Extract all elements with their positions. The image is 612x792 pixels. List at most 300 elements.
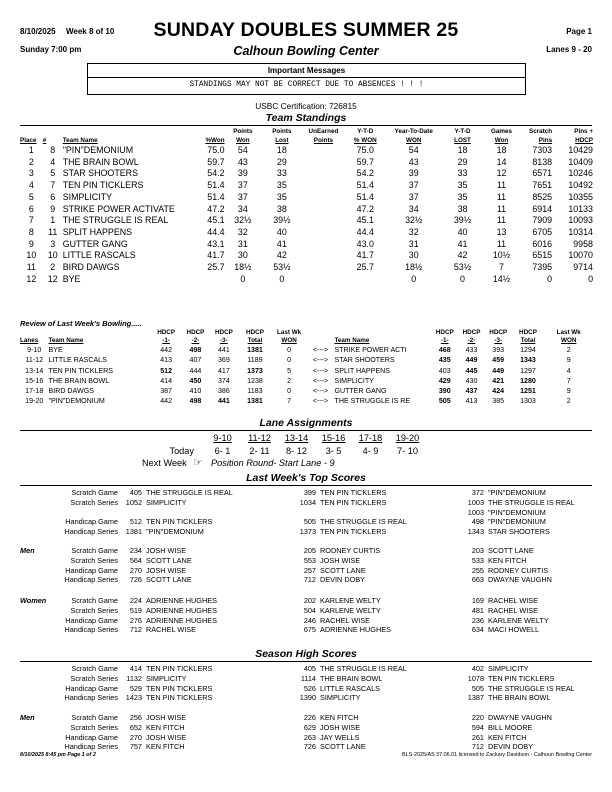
score-category: Scratch Game [71, 596, 118, 605]
standings-cell: 0 [240, 273, 246, 284]
review-cell: 441 [217, 346, 230, 354]
standings-cell: 33 [276, 168, 287, 179]
score-name: KEN FITCH [488, 732, 527, 742]
review-cell: 441 [217, 397, 230, 406]
score-name: ADRIENNE HUGHES [146, 615, 217, 625]
score-name: "PIN"DEMONIUM [488, 507, 546, 517]
standings-cell: 1 [28, 145, 34, 155]
today-matchup: 7- 10 [397, 445, 418, 456]
standings-cell: 41.7 [207, 250, 225, 261]
score-name: THE STRUGGLE IS REAL [320, 664, 407, 673]
score-category: Scratch Series [70, 673, 118, 683]
review-cell: LITTLE RASCALS [48, 356, 107, 365]
score-value: 234 [129, 546, 142, 555]
last-week-women-label: Women [20, 596, 47, 605]
standings-header-cell: %Won [205, 136, 225, 144]
review-cell: 468 [438, 346, 451, 354]
score-value: 246 [303, 615, 316, 625]
review-cell: 498 [189, 397, 202, 406]
review-cell: 459 [492, 356, 505, 365]
score-name: THE STRUGGLE IS REAL [146, 488, 233, 497]
standings-cell: 6705 [532, 226, 553, 237]
score-value [118, 508, 142, 518]
standings-cell: 45.1 [356, 215, 374, 226]
score-value: 1390 [299, 693, 316, 703]
score-value: 257 [303, 565, 316, 575]
standings-cell: 53½ [273, 262, 291, 273]
review-cell: 410 [189, 387, 202, 396]
standings-cell [303, 168, 345, 180]
standings-cell: 5 [50, 168, 56, 179]
standings-cell: 6571 [532, 168, 553, 179]
score-name: JOSH WISE [146, 546, 187, 555]
standings-cell: 33 [457, 168, 468, 179]
standings-cell: 30 [408, 250, 419, 261]
review-cell: BIRD DAWGS [48, 387, 94, 396]
score-value: 1114 [300, 673, 316, 683]
score-value: 169 [471, 596, 484, 605]
standings-cell: 9 [50, 203, 56, 214]
standings-cell: 12 [26, 273, 37, 284]
standings-cell: STAR SHOOTERS [62, 168, 138, 179]
review-cell: 1343 [520, 356, 536, 365]
standings-cell: 9 [28, 238, 34, 249]
standings-cell: 54.2 [356, 168, 374, 179]
score-category: Handicap Game [65, 517, 118, 527]
score-value: 512 [129, 517, 142, 527]
standings-cell: 7651 [532, 180, 553, 191]
week-label: Week 8 of 10 [66, 27, 115, 36]
standings-cell: 41.7 [356, 250, 374, 261]
review-row [20, 376, 593, 386]
season-high-rule [20, 661, 592, 662]
review-cell: TEN PIN TICKLERS [48, 366, 114, 375]
score-row [20, 575, 588, 585]
review-header-top [20, 329, 593, 337]
score-value: 399 [303, 488, 316, 497]
standings-cell: 32 [237, 226, 248, 237]
score-row [20, 596, 588, 606]
score-category: Handicap Series [64, 693, 118, 703]
standings-cell: 5 [28, 191, 34, 202]
review-cell: 1294 [520, 346, 536, 354]
score-category: Handicap Series [64, 742, 118, 752]
standings-cell: TEN PIN TICKLERS [62, 180, 144, 191]
score-name: RODNEY CURTIS [488, 565, 549, 575]
standings-header-cell: Lost [275, 136, 289, 144]
review-cell: 413 [160, 356, 173, 365]
standings-cell: 11 [496, 191, 507, 202]
standings-row [20, 145, 593, 157]
review-cell: 1373 [247, 366, 263, 375]
review-cell: STAR SHOOTERS [334, 356, 395, 365]
standings-cell: 29 [457, 156, 468, 167]
lane-pair: 15-16 [321, 433, 346, 443]
standings-cell: 0 [279, 273, 285, 284]
standings-header-top-cell [63, 128, 198, 137]
standings-cell: 3 [50, 238, 56, 249]
score-row [20, 498, 588, 508]
review-cell: 1251 [520, 387, 536, 396]
score-value: 405 [129, 488, 142, 497]
score-name: SCOTT LANE [488, 546, 534, 555]
score-name: ADRIENNE HUGHES [320, 625, 391, 635]
footer-license: BLS-2025/AS 37.06.01 licensed to Zackary Davidson - Calhoun Bowling Center [402, 752, 592, 758]
standings-cell: 37 [237, 191, 248, 202]
score-value: 270 [129, 565, 142, 575]
score-name: SIMPLICITY [488, 664, 529, 673]
standings-cell: 51.4 [207, 180, 225, 191]
score-name: KARLENE WELTY [320, 596, 381, 605]
standings-cell: 31 [237, 238, 248, 249]
score-value: 220 [471, 713, 484, 722]
review-header-top-cell: HDCP [246, 329, 264, 336]
review-cell: 5 [287, 366, 292, 375]
score-value: 1423 [125, 693, 142, 703]
review-cell: BYE [48, 346, 63, 354]
score-value: 1034 [299, 497, 316, 507]
standings-cell: 39 [408, 168, 419, 179]
pointing-hand-icon: ☞ [193, 457, 203, 469]
standings-cell [303, 250, 345, 262]
standings-cell: 0 [547, 273, 553, 284]
score-category: Scratch Game [71, 488, 118, 497]
score-name: TEN PIN TICKLERS [146, 683, 213, 693]
standings-cell: 40 [276, 226, 287, 237]
score-name: RACHEL WISE [146, 625, 197, 635]
review-cell: 417 [217, 366, 230, 375]
footer-timestamp: 8/10/2025 8:45 pm Page 1 of 2 [20, 752, 96, 758]
score-name: DWAYNE VAUGHN [488, 713, 552, 722]
score-name: SCOTT LANE [146, 555, 192, 565]
score-value: 529 [129, 683, 142, 693]
standings-cell: BYE [62, 273, 81, 284]
standings-cell: 6 [28, 203, 34, 214]
standings-cell: 43 [237, 156, 248, 167]
standings-cell: 11 [496, 203, 507, 214]
review-cell: 393 [492, 346, 505, 354]
review-cell: 9 [566, 387, 571, 396]
lanes-range: Lanes 9 - 20 [546, 45, 592, 54]
review-cell: <---> [312, 387, 329, 396]
review-cell: <---> [312, 366, 329, 375]
score-name: RACHEL WISE [488, 605, 539, 615]
review-cell: 1183 [247, 387, 263, 396]
score-value [288, 508, 316, 518]
score-name: SCOTT LANE [320, 565, 366, 575]
score-name [320, 508, 454, 518]
standings-row [20, 215, 593, 227]
standings-cell: SIMPLICITY [62, 191, 113, 202]
score-value: 224 [129, 596, 142, 605]
review-cell: 19-20 [25, 397, 44, 406]
standings-cell: 18 [457, 145, 468, 155]
score-value: 263 [303, 732, 316, 742]
standings-cell: 39 [237, 168, 248, 179]
last-week-men-label: Men [20, 546, 35, 555]
review-cell: STRIKE POWER ACTI [334, 346, 407, 354]
review-cell: 449 [465, 356, 478, 365]
review-header-top-cell: HDCP [519, 329, 537, 336]
review-cell: THE STRUGGLE IS RE [334, 397, 411, 406]
standings-cell: 10409 [568, 156, 593, 167]
score-row [20, 517, 588, 527]
review-cell: 0 [287, 387, 292, 396]
lane-pair: 19-20 [395, 433, 420, 443]
lane-numbers-row [140, 432, 426, 445]
standings-cell: 18 [496, 145, 507, 155]
score-name: KARLENE WELTY [320, 605, 381, 615]
score-value: 634 [471, 625, 484, 635]
review-header-top-cell [334, 329, 431, 337]
score-name: LITTLE RASCALS [320, 683, 381, 693]
last-week-men-scores [20, 546, 588, 585]
bowling-center-name: Calhoun Bowling Center [233, 44, 379, 58]
standings-cell: 10½ [492, 250, 511, 261]
score-value: 504 [303, 605, 316, 615]
standings-cell: 6 [50, 191, 56, 202]
standings-cell [303, 145, 345, 157]
standings-cell: 54 [237, 145, 248, 155]
standings-cell: 45.1 [207, 215, 225, 226]
standings-header-top-cell: Y-T-D [454, 128, 471, 135]
standings-cell [303, 274, 345, 286]
score-value: 1003 [467, 507, 484, 517]
review-cell: 424 [492, 387, 505, 396]
review-cell: 437 [465, 387, 478, 396]
standings-row [20, 204, 593, 216]
score-value: 712 [129, 625, 142, 635]
standings-table [20, 128, 593, 285]
standings-cell: LITTLE RASCALS [62, 250, 136, 261]
standings-cell: 35 [276, 180, 287, 191]
score-value: 652 [129, 722, 142, 732]
standings-cell: 11 [48, 226, 58, 237]
today-matchup: 3- 5 [325, 445, 342, 456]
standings-cell: 10355 [568, 191, 593, 202]
review-cell: 445 [465, 366, 478, 375]
standings-cell: 40 [457, 226, 468, 237]
review-header-top-cell: Last Wk [277, 329, 302, 336]
standings-cell: 11 [496, 215, 507, 226]
review-cell: 2 [566, 346, 571, 354]
standings-header-top-cell: UnEarned [308, 128, 339, 135]
review-cell: 433 [465, 346, 478, 354]
standings-cell [303, 262, 345, 274]
score-value: 533 [471, 555, 484, 565]
standings-cell: 10093 [568, 215, 593, 226]
page-number: Page 1 [566, 27, 592, 36]
standings-header-cell: HDCP [575, 136, 593, 144]
score-row [20, 742, 588, 752]
review-header-cell: -1- [440, 337, 449, 344]
standings-cell: 7 [28, 215, 34, 226]
score-row [20, 566, 588, 576]
standings-cell [344, 274, 386, 286]
standings-cell: 37 [408, 191, 419, 202]
score-value: 594 [471, 722, 484, 732]
score-name: JOSH WISE [146, 565, 187, 575]
review-header-top-cell [49, 329, 152, 337]
standings-cell: 51.4 [356, 180, 374, 191]
score-row [20, 693, 588, 703]
team-standings-title: Team Standings [265, 112, 347, 124]
standings-cell: 10246 [568, 168, 593, 179]
score-name [146, 508, 288, 518]
standings-cell: 4 [28, 180, 34, 191]
review-cell: <---> [312, 397, 329, 406]
review-header-cell: Total [520, 337, 536, 344]
standings-header-cell: Team Name [62, 136, 98, 144]
review-header-cell: WON [281, 337, 297, 344]
review-header-cell: -2- [191, 337, 200, 344]
standings-header-cell: Pins [538, 136, 553, 144]
standings-cell [303, 157, 345, 169]
standings-cell: 32 [408, 226, 419, 237]
standings-cell: 41 [457, 238, 468, 249]
score-name: RODNEY CURTIS [320, 546, 381, 555]
score-row [20, 488, 588, 498]
review-cell: <---> [312, 356, 329, 365]
last-week-top-title: Last Week's Top Scores [246, 472, 366, 484]
standings-header-top-cell [43, 128, 63, 137]
standings-row [20, 227, 593, 239]
score-category: Handicap Game [65, 615, 118, 625]
review-cell: 430 [465, 376, 478, 385]
standings-cell: 47.2 [207, 203, 225, 214]
score-name: JOSH WISE [320, 555, 361, 565]
standings-cell: 9714 [573, 262, 593, 273]
review-cell: 414 [160, 376, 173, 385]
score-value: 261 [471, 732, 484, 742]
score-value: 1132 [126, 673, 142, 683]
standings-cell: 14½ [492, 273, 511, 284]
review-cell: 1303 [520, 397, 536, 406]
score-name: TEN PIN TICKLERS [146, 664, 213, 673]
review-row [20, 355, 593, 365]
review-header-top-cell: HDCP [435, 329, 454, 336]
score-name: KEN FITCH [146, 742, 185, 752]
review-cell: <---> [312, 346, 329, 354]
score-value: 372 [471, 488, 484, 497]
today-matchup: 6- 1 [214, 445, 231, 456]
standings-row [20, 250, 593, 262]
standings-cell: SPLIT HAPPENS [62, 226, 133, 237]
score-value: 726 [303, 742, 316, 752]
standings-cell: 8525 [532, 191, 553, 202]
lane-pair: 9-10 [213, 433, 232, 443]
lane-pair: 13-14 [284, 433, 309, 443]
review-cell: 403 [438, 366, 451, 375]
score-value: 402 [471, 664, 484, 673]
standings-cell: 43 [408, 156, 419, 167]
standings-cell: 54.2 [207, 168, 225, 179]
review-row [20, 345, 593, 355]
score-name: TEN PIN TICKLERS [488, 673, 555, 683]
standings-header-top-cell [20, 128, 43, 137]
score-value: 202 [303, 596, 316, 605]
score-row [20, 723, 588, 733]
standings-cell: 53½ [453, 262, 472, 273]
score-name: "PIN"DEMONIUM [146, 527, 204, 537]
review-cell: 387 [160, 387, 173, 396]
score-value: 505 [471, 683, 484, 693]
standings-cell: 43.0 [356, 238, 374, 249]
review-row [20, 386, 593, 396]
review-cell: 449 [492, 366, 505, 375]
review-title: Review of Last Week's Bowling..... [20, 319, 142, 328]
score-name: RACHEL WISE [488, 596, 539, 605]
standings-cell: 11 [496, 180, 507, 191]
score-name: KARLENE WELTY [488, 615, 549, 625]
next-week-position: Position Round- Start Lane - 9 [211, 458, 335, 468]
standings-cell: 75.0 [356, 145, 374, 155]
today-label: Today [169, 445, 194, 456]
standings-cell [303, 204, 345, 216]
score-name: JOSH WISE [146, 713, 187, 722]
review-header-cell [306, 337, 334, 345]
score-value: 553 [303, 555, 316, 565]
review-cell: 450 [189, 376, 202, 385]
review-header-top-cell: HDCP [214, 329, 233, 336]
review-cell: 13-14 [25, 366, 44, 375]
review-cell: 1381 [247, 397, 263, 406]
standings-header-cell: Points [313, 136, 334, 144]
score-value: 726 [129, 575, 142, 585]
next-week-label: Next Week [142, 458, 187, 468]
review-cell: GUTTER GANG [334, 387, 387, 396]
standings-header-top [20, 128, 593, 137]
score-name: SCOTT LANE [320, 742, 366, 752]
day-time: Sunday 7:00 pm [20, 45, 82, 54]
review-cell: 1297 [520, 366, 536, 375]
score-name: SIMPLICITY [146, 673, 187, 683]
standings-cell: 10070 [568, 250, 593, 261]
standings-cell: BIRD DAWGS [62, 262, 120, 273]
standings-cell: 41 [276, 238, 287, 249]
lane-assignments-title: Lane Assignments [259, 417, 353, 429]
review-cell: THE BRAIN BOWL [48, 376, 110, 385]
score-row [20, 546, 588, 556]
score-category: Scratch Game [71, 546, 118, 555]
review-header-cell: Total [247, 337, 263, 344]
standings-cell: 0 [411, 273, 417, 284]
standings-cell: 51.4 [207, 191, 225, 202]
review-cell: 2 [566, 397, 571, 406]
review-row [20, 396, 593, 406]
review-cell: 9-10 [27, 346, 42, 354]
review-cell: 505 [438, 397, 451, 406]
review-cell: SPLIT HAPPENS [334, 366, 390, 375]
review-cell: 7 [566, 376, 571, 385]
review-header-cell: -3- [494, 337, 503, 344]
standings-cell: 8 [28, 226, 34, 237]
standings-cell: 59.7 [207, 156, 225, 167]
score-name: DEVIN DOBY [320, 575, 366, 585]
review-cell: 444 [189, 366, 202, 375]
review-header-top-cell [306, 329, 334, 337]
score-value: 1003 [467, 497, 484, 507]
standings-cell: 13 [496, 226, 507, 237]
season-high-title: Season High Scores [255, 648, 357, 660]
standings-cell: 7303 [532, 145, 553, 155]
standings-cell: 32½ [405, 215, 423, 226]
score-name: KEN FITCH [488, 555, 527, 565]
review-header-cell: -1- [162, 337, 170, 344]
standings-cell [303, 227, 345, 239]
review-cell: 374 [217, 376, 230, 385]
standings-cell: 39½ [273, 215, 291, 226]
